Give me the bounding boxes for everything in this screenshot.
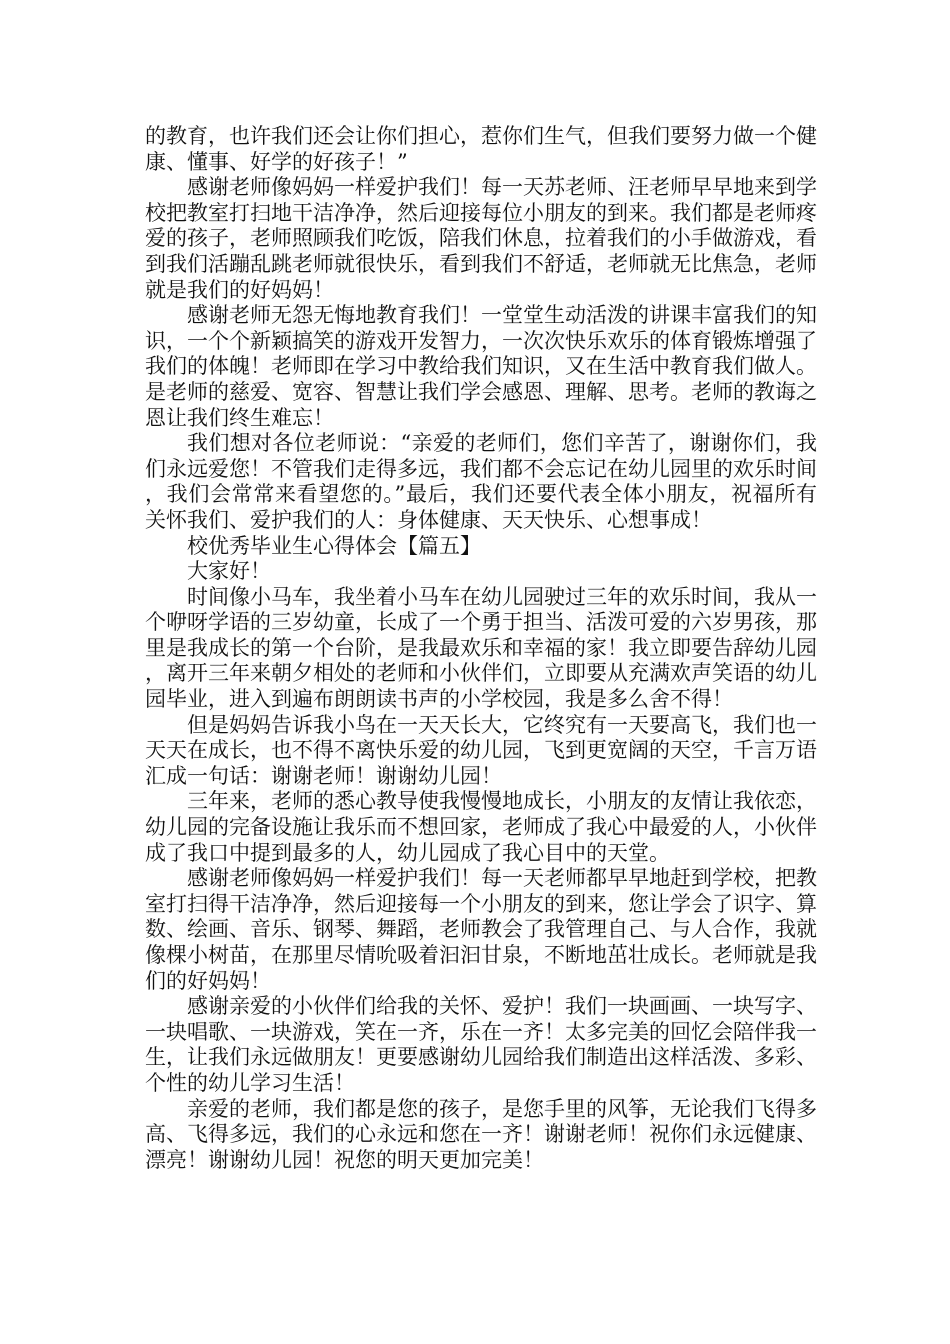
- paragraph-continuation: 的教育，也许我们还会让你们担心，惹你们生气，但我们要努力做一个健康、懂事、好学的好孩子！”: [145, 124, 817, 174]
- paragraph-thanks-education: 感谢老师无怨无悔地教育我们！一堂堂生动活泼的讲课丰富我们的知识，一个个新颖搞笑的游戏开发智力，一次次快乐欢乐的体育锻炼增强了我们的体魄！老师即在学习中教给我们知识，又在生活中教育我们做人。是老师的慈爱、宽容、智慧让我们学会感恩、理解、思考。老师的教诲之恩让我们终生难忘！: [145, 303, 817, 430]
- section-heading: 校优秀毕业生心得体会【篇五】: [187, 533, 481, 558]
- paragraph-thanks-teacher-mother: 感谢老师像妈妈一样爱护我们！每一天老师都早早地赶到学校，把教室打扫得干洁净净，然后迎接每一个小朋友的到来，您让学会了识字、算数、绘画、音乐、钢琴、舞蹈，老师教会了我管理自己、与人合作，我就像棵小树苗，在那里尽情吮吸着汩汩甘泉，不断地茁壮成长。老师就是我们的好妈妈！: [145, 866, 817, 993]
- paragraph-time-passing: 时间像小马车，我坐着小马车在幼儿园驶过三年的欢乐时间，我从一个咿呀学语的三岁幼童，长成了一个勇于担当、活泼可爱的六岁男孩，那里是我成长的第一个台阶，是我最欢乐和幸福的家！我立即要告辞幼儿园，离开三年来朝夕相处的老师和小伙伴们，立即要从充满欢声笑语的幼儿园毕业，进入到遍布朗朗读书声的小学校园，我是多么舍不得！: [145, 584, 817, 712]
- document-page: [145, 124, 817, 1173]
- paragraph-closing: 亲爱的老师，我们都是您的孩子，是您手里的风筝，无论我们飞得多高、飞得多远，我们的心永远和您在一齐！谢谢老师！祝你们永远健康、漂亮！谢谢幼儿园！祝您的明天更加完美！: [145, 1096, 817, 1172]
- paragraph-bird-growing: 但是妈妈告诉我小鸟在一天天长大，它终究有一天要高飞，我们也一天天在成长，也不得不离快乐爱的幼儿园，飞到更宽阔的天空，千言万语汇成一句话：谢谢老师！谢谢幼儿园！: [145, 712, 817, 788]
- paragraph-three-years: 三年来，老师的悉心教导使我慢慢地成长，小朋友的友情让我依恋，幼儿园的完备设施让我乐而不想回家，老师成了我心中最爱的人，小伙伴成了我口中提到最多的人，幼儿园成了我心目中的天堂。: [145, 789, 817, 865]
- paragraph-message-to-teachers: 我们想对各位老师说：“亲爱的老师们，您们辛苦了，谢谢你们，我们永远爱您！不管我们走得多远，我们都不会忘记在幼儿园里的欢乐时间，我们会常常来看望您的。”最后，我们还要代表全体小朋友，祝福所有关怀我们、爱护我们的人：身体健康、天天快乐、心想事成！: [145, 431, 817, 532]
- paragraph-thanks-friends: 感谢亲爱的小伙伴们给我的关怀、爱护！我们一块画画、一块写字、一块唱歌、一块游戏，笑在一齐，乐在一齐！太多完美的回忆会陪伴我一生，让我们永远做朋友！更要感谢幼儿园给我们制造出这样活泼、多彩、个性的幼儿学习生活！: [145, 994, 817, 1095]
- paragraph-thanks-care: 感谢老师像妈妈一样爱护我们！每一天苏老师、汪老师早早地来到学校把教室打扫地干洁净净，然后迎接每位小朋友的到来。我们都是老师疼爱的孩子，老师照顾我们吃饭，陪我们休息，拉着我们的小手做游戏，看到我们活蹦乱跳老师就很快乐，看到我们不舒适，老师就无比焦急，老师就是我们的好妈妈！: [145, 175, 817, 302]
- greeting: 大家好！: [187, 559, 271, 584]
